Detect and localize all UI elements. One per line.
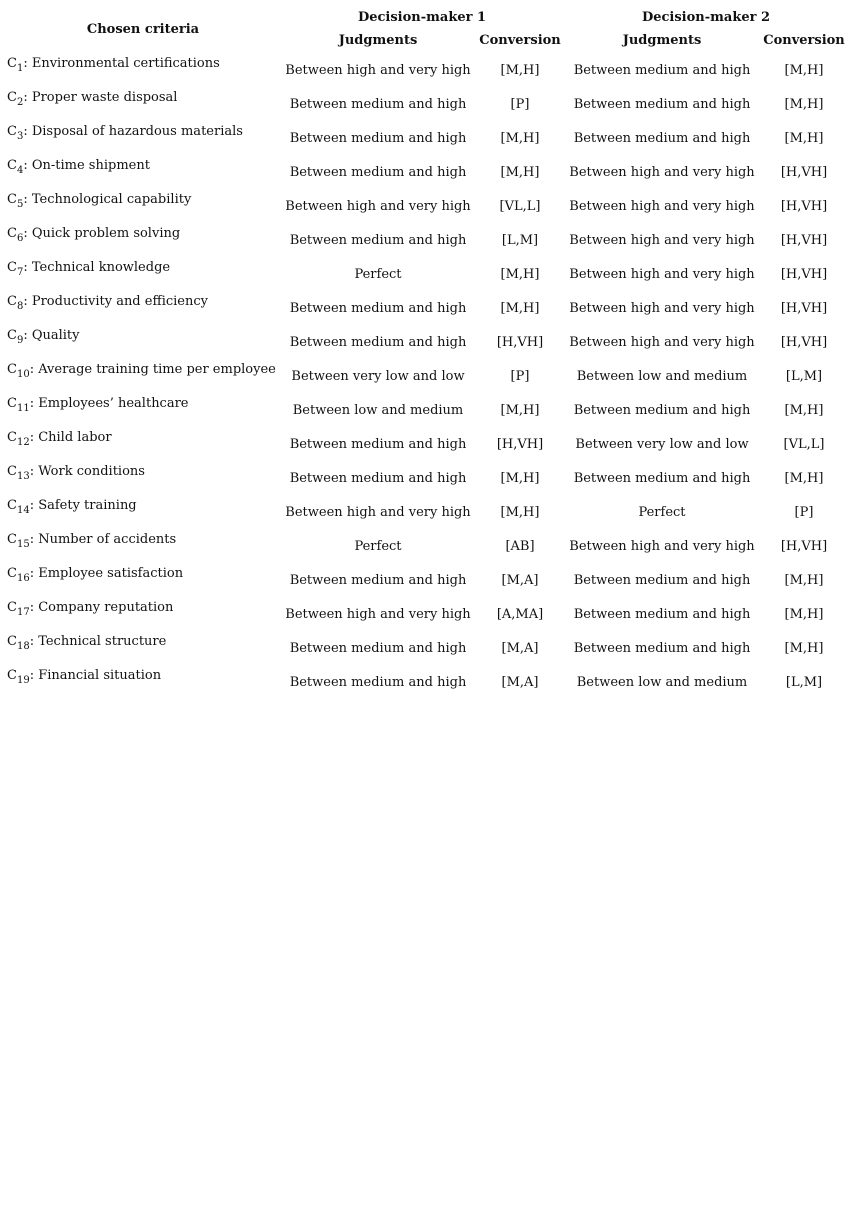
dm1-judgment-cell: Between medium and high [289, 640, 467, 656]
dm2-judgment-cell: Between medium and high [573, 130, 751, 146]
criterion-id-subscript: 12 [16, 437, 30, 448]
criterion-id-subscript: 2 [16, 97, 24, 108]
dm2-judgment-cell: Between low and medium [576, 674, 748, 690]
criterion-id-letter: C [7, 634, 17, 649]
dm2-conversion-cell: [M,H] [784, 402, 824, 418]
criterion-id [7, 192, 24, 210]
criterion-name: : Technical knowledge [23, 260, 171, 275]
table-row [6, 393, 848, 427]
criterion-id-letter: C [7, 668, 17, 683]
dm1-conversion-cell: [VL,L] [499, 198, 541, 214]
criteria-judgments-table [6, 6, 848, 699]
criterion-cell [6, 597, 280, 631]
criterion-id-letter: C [7, 532, 17, 547]
criterion-id-subscript: 19 [16, 675, 30, 686]
criterion-cell [6, 461, 280, 495]
criterion-id-letter: C [7, 498, 17, 513]
dm1-conversion-cell: [M,A] [501, 572, 539, 588]
criterion-id-letter: C [7, 56, 17, 71]
table-row [6, 291, 848, 325]
dm1-conversion-cell: [A,MA] [496, 606, 544, 622]
criterion-id-letter: C [7, 260, 17, 275]
criterion-id [7, 362, 30, 380]
criterion-name: : Proper waste disposal [23, 90, 178, 105]
dm1-judgment-cell: Between medium and high [289, 232, 467, 248]
dm2-conversion-cell: [H,VH] [780, 538, 828, 554]
dm2-judgment-cell: Between medium and high [573, 62, 751, 78]
dm2-judgment-cell: Between medium and high [573, 606, 751, 622]
dm1-conversion-cell: [M,A] [501, 640, 539, 656]
dm2-judgment-cell: Perfect [638, 504, 686, 520]
criterion-id-letter: C [7, 192, 17, 207]
dm2-conversion-cell: [H,VH] [780, 334, 828, 350]
dm1-conversion-cell: [M,H] [500, 62, 540, 78]
dm1-conversion-cell: [AB] [505, 538, 535, 554]
criterion-name: : Technical structure [29, 634, 167, 649]
criterion-id [7, 464, 30, 482]
dm1-judgment-cell: Between medium and high [289, 130, 467, 146]
criteria-table-container [6, 6, 848, 699]
criterion-name: : Productivity and efficiency [23, 294, 208, 309]
dm2-conversion-cell: [H,VH] [780, 198, 828, 214]
table-row [6, 529, 848, 563]
criterion-name: : Average training time per employee [29, 362, 276, 377]
criterion-id-subscript: 18 [16, 641, 30, 652]
criterion-id-subscript: 17 [16, 607, 30, 618]
criterion-id [7, 634, 30, 652]
dm1-conversion-cell: [M,H] [500, 504, 540, 520]
criterion-name: : Quick problem solving [23, 226, 181, 241]
dm2-judgment-cell: Between medium and high [573, 640, 751, 656]
dm1-judgment-cell: Between medium and high [289, 96, 467, 112]
table-row [6, 427, 848, 461]
criterion-id-subscript: 16 [16, 573, 30, 584]
criterion-cell [6, 291, 280, 325]
criterion-id [7, 532, 30, 550]
dm2-conversion-cell: [M,H] [784, 470, 824, 486]
dm2-judgment-cell: Between high and very high [569, 300, 755, 316]
dm1-conversion-cell: [H,VH] [496, 334, 544, 350]
table-row [6, 631, 848, 665]
dm1-judgment-cell: Between high and very high [285, 504, 471, 520]
dm2-judgment-cell: Between high and very high [569, 538, 755, 554]
criterion-id-subscript: 1 [16, 63, 24, 74]
table-row [6, 155, 848, 189]
dm1-conversion-cell: [M,H] [500, 300, 540, 316]
table-row [6, 53, 848, 87]
criterion-cell [6, 121, 280, 155]
criterion-name: : Technological capability [23, 192, 192, 207]
dm2-conversion-cell: [H,VH] [780, 164, 828, 180]
criterion-cell [6, 563, 280, 597]
dm1-judgment-cell: Between medium and high [289, 436, 467, 452]
table-row [6, 563, 848, 597]
column-header-dm1-judgments: Judgments [338, 33, 418, 48]
criterion-id-letter: C [7, 90, 17, 105]
dm2-judgment-cell: Between high and very high [569, 232, 755, 248]
criterion-cell [6, 427, 280, 461]
criterion-id-subscript: 14 [16, 505, 30, 516]
dm1-judgment-cell: Perfect [354, 266, 402, 282]
criterion-name: : Child labor [29, 430, 112, 445]
criterion-id [7, 328, 24, 346]
criterion-cell [6, 87, 280, 121]
criterion-id-letter: C [7, 158, 17, 173]
table-row [6, 461, 848, 495]
dm1-judgment-cell: Between medium and high [289, 674, 467, 690]
table-row [6, 257, 848, 291]
criterion-cell [6, 529, 280, 563]
header-row-decision-makers [6, 6, 848, 28]
column-header-dm2-judgments: Judgments [622, 33, 702, 48]
dm1-conversion-cell: [L,M] [501, 232, 539, 248]
dm2-judgment-cell: Between high and very high [569, 164, 755, 180]
dm1-conversion-cell: [M,H] [500, 130, 540, 146]
criterion-name: : Safety training [29, 498, 137, 513]
criterion-id-letter: C [7, 294, 17, 309]
criterion-name: : Employees’ healthcare [29, 396, 189, 411]
table-row [6, 597, 848, 631]
dm2-judgment-cell: Between very low and low [575, 436, 749, 452]
criterion-name: : On-time shipment [23, 158, 150, 173]
dm2-conversion-cell: [H,VH] [780, 300, 828, 316]
criterion-id-letter: C [7, 328, 17, 343]
criterion-name: : Quality [23, 328, 80, 343]
dm2-conversion-cell: [M,H] [784, 62, 824, 78]
dm1-judgment-cell: Between low and medium [292, 402, 464, 418]
criterion-id-letter: C [7, 464, 17, 479]
table-row [6, 121, 848, 155]
criterion-id-subscript: 7 [16, 267, 24, 278]
criterion-id-subscript: 9 [16, 335, 24, 346]
criterion-id-letter: C [7, 566, 17, 581]
dm1-judgment-cell: Between high and very high [285, 62, 471, 78]
criterion-cell [6, 53, 280, 87]
criterion-name: : Company reputation [29, 600, 174, 615]
criterion-id [7, 226, 24, 244]
column-header-decision-maker-2: Decision-maker 2 [641, 9, 771, 25]
criterion-cell [6, 189, 280, 223]
criterion-id [7, 158, 24, 176]
table-row [6, 87, 848, 121]
dm2-conversion-cell: [L,M] [785, 674, 823, 690]
criterion-name: : Financial situation [29, 668, 162, 683]
dm2-judgment-cell: Between medium and high [573, 96, 751, 112]
criterion-cell [6, 495, 280, 529]
dm2-conversion-cell: [H,VH] [780, 232, 828, 248]
dm1-conversion-cell: [M,H] [500, 164, 540, 180]
criterion-cell [6, 325, 280, 359]
criterion-id-subscript: 10 [16, 369, 30, 380]
dm2-conversion-cell: [P] [794, 504, 814, 520]
dm1-conversion-cell: [P] [510, 368, 530, 384]
criterion-id-subscript: 6 [16, 233, 24, 244]
criterion-name: : Work conditions [29, 464, 145, 479]
criterion-id [7, 668, 30, 686]
table-row [6, 665, 848, 699]
criterion-id [7, 90, 24, 108]
table-row [6, 189, 848, 223]
criterion-id [7, 600, 30, 618]
criterion-id [7, 430, 30, 448]
dm1-judgment-cell: Between medium and high [289, 470, 467, 486]
criterion-id-subscript: 5 [16, 199, 24, 210]
dm1-conversion-cell: [H,VH] [496, 436, 544, 452]
column-header-chosen-criteria: Chosen criteria [86, 22, 200, 37]
criterion-id [7, 396, 30, 414]
dm2-judgment-cell: Between medium and high [573, 470, 751, 486]
dm1-conversion-cell: [M,H] [500, 470, 540, 486]
criterion-id-subscript: 11 [16, 403, 30, 414]
table-row [6, 325, 848, 359]
dm2-judgment-cell: Between medium and high [573, 572, 751, 588]
dm2-judgment-cell: Between medium and high [573, 402, 751, 418]
dm1-conversion-cell: [P] [510, 96, 530, 112]
criterion-name: : Disposal of hazardous materials [23, 124, 243, 139]
criterion-cell [6, 359, 280, 393]
criterion-id-subscript: 4 [16, 165, 24, 176]
criterion-id-letter: C [7, 226, 17, 241]
criterion-id [7, 124, 24, 142]
criterion-cell [6, 223, 280, 257]
dm2-judgment-cell: Between high and very high [569, 334, 755, 350]
criterion-id [7, 566, 30, 584]
criterion-name: : Employee satisfaction [29, 566, 184, 581]
criterion-id-subscript: 13 [16, 471, 30, 482]
dm2-conversion-cell: [H,VH] [780, 266, 828, 282]
table-body [6, 53, 848, 699]
column-header-dm2-conversion: Conversion [763, 33, 845, 48]
dm1-judgment-cell: Between medium and high [289, 334, 467, 350]
criterion-id-letter: C [7, 430, 17, 445]
criterion-id-subscript: 3 [16, 131, 24, 142]
dm1-conversion-cell: [M,H] [500, 402, 540, 418]
dm2-conversion-cell: [M,H] [784, 96, 824, 112]
dm1-judgment-cell: Perfect [354, 538, 402, 554]
criterion-cell [6, 665, 280, 699]
criterion-cell [6, 155, 280, 189]
dm2-conversion-cell: [VL,L] [783, 436, 825, 452]
dm1-conversion-cell: [M,A] [501, 674, 539, 690]
table-header [6, 6, 848, 53]
criterion-id [7, 56, 24, 74]
column-header-decision-maker-1: Decision-maker 1 [357, 9, 487, 25]
criterion-id-letter: C [7, 396, 17, 411]
dm2-judgment-cell: Between high and very high [569, 198, 755, 214]
criterion-id-letter: C [7, 124, 17, 139]
dm2-conversion-cell: [M,H] [784, 606, 824, 622]
criterion-id-subscript: 8 [16, 301, 24, 312]
criterion-id-letter: C [7, 362, 17, 377]
dm2-conversion-cell: [L,M] [785, 368, 823, 384]
criterion-id [7, 294, 24, 312]
dm1-judgment-cell: Between high and very high [285, 606, 471, 622]
dm2-conversion-cell: [M,H] [784, 640, 824, 656]
criterion-cell [6, 631, 280, 665]
table-row [6, 359, 848, 393]
dm2-conversion-cell: [M,H] [784, 130, 824, 146]
dm1-conversion-cell: [M,H] [500, 266, 540, 282]
dm1-judgment-cell: Between medium and high [289, 300, 467, 316]
criterion-cell [6, 257, 280, 291]
dm2-judgment-cell: Between high and very high [569, 266, 755, 282]
column-header-dm1-conversion: Conversion [479, 33, 561, 48]
dm1-judgment-cell: Between medium and high [289, 164, 467, 180]
dm2-judgment-cell: Between low and medium [576, 368, 748, 384]
criterion-name: : Number of accidents [29, 532, 177, 547]
criterion-id-letter: C [7, 600, 17, 615]
dm1-judgment-cell: Between medium and high [289, 572, 467, 588]
criterion-name: : Environmental certifications [23, 56, 220, 71]
criterion-id [7, 498, 30, 516]
table-row [6, 495, 848, 529]
criterion-id [7, 260, 24, 278]
criterion-cell [6, 393, 280, 427]
dm1-judgment-cell: Between high and very high [285, 198, 471, 214]
table-row [6, 223, 848, 257]
criterion-id-subscript: 15 [16, 539, 30, 550]
dm2-conversion-cell: [M,H] [784, 572, 824, 588]
dm1-judgment-cell: Between very low and low [291, 368, 465, 384]
